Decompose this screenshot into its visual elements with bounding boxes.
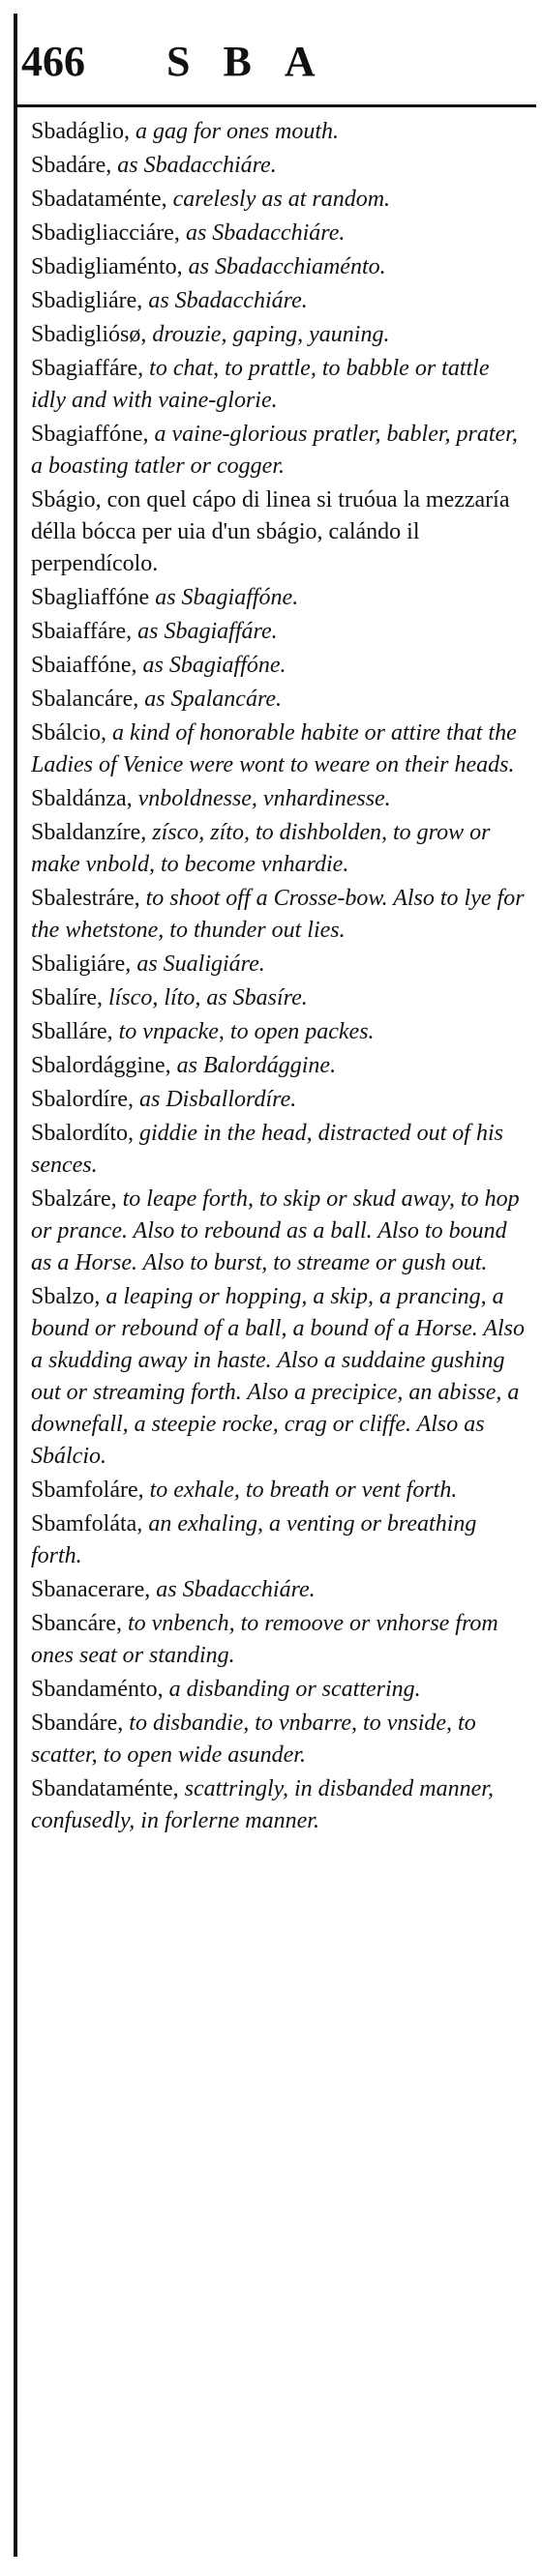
headword: Sbandáre, bbox=[31, 1711, 130, 1736]
headword: Sbágio, bbox=[31, 487, 107, 512]
entry bbox=[31, 218, 527, 249]
entry bbox=[31, 1050, 527, 1082]
entry bbox=[31, 1708, 527, 1771]
entry bbox=[31, 1016, 527, 1048]
headword: Sbadigliósø, bbox=[31, 322, 153, 347]
headword: Sbadigliacciáre, bbox=[31, 220, 186, 246]
headword: Sbagliaffóne bbox=[31, 585, 156, 610]
running-head: SBA bbox=[166, 37, 348, 85]
definition: giddie in the head, distracted out of his sences. bbox=[31, 1121, 503, 1178]
headword: Sbalancáre, bbox=[31, 687, 145, 712]
entry bbox=[31, 1773, 527, 1837]
definition: to exhale, to breath or vent forth. bbox=[149, 1478, 458, 1503]
headword: Sbadáre, bbox=[31, 153, 118, 178]
entry bbox=[31, 1608, 527, 1672]
entry bbox=[31, 285, 527, 317]
entry bbox=[31, 817, 527, 881]
headword: Sbaiaffóne, bbox=[31, 653, 143, 678]
headword: Sbancáre, bbox=[31, 1611, 128, 1636]
definition: as Sbagiaffáre. bbox=[137, 619, 278, 644]
definition: as Sbadacchiáre. bbox=[117, 153, 277, 178]
definition: as Sbadacchiáre. bbox=[185, 220, 346, 246]
headword: Sbandaménto, bbox=[31, 1677, 169, 1702]
entry bbox=[31, 150, 527, 182]
entry bbox=[31, 251, 527, 283]
headword: Sbagiaffóne, bbox=[31, 422, 155, 447]
definition: as Sualigiáre. bbox=[136, 951, 265, 977]
entry bbox=[31, 1084, 527, 1116]
headword: Sbaldanzíre, bbox=[31, 820, 153, 845]
entry bbox=[31, 419, 527, 483]
page-number: 466 bbox=[21, 37, 85, 85]
definition: as Sbagiaffóne. bbox=[155, 585, 299, 610]
definition: an exhaling, a venting or breathing forth. bbox=[31, 1511, 477, 1568]
definition: a vaine-glorious pratler, babler, prater, a boasting tatler or cogger. bbox=[31, 422, 518, 479]
definition: a gag for ones mouth. bbox=[136, 119, 339, 144]
headword: Sbadigliaménto, bbox=[31, 254, 189, 279]
entry bbox=[31, 353, 527, 417]
definition: a leaping or hopping, a skip, a prancing, a bound or rebound of a ball, a bound of a Horse. Also a skudding away in haste. Also a suddaine gushing out or streaming forth. Also a precipice, an abisse, a downefall, a steepie rocke, crag or cliffe. Also as Sbálcio. bbox=[31, 1284, 526, 1469]
entry bbox=[31, 717, 527, 781]
entry bbox=[31, 116, 527, 148]
entry bbox=[31, 1118, 527, 1182]
headword: Sbadáglio, bbox=[31, 119, 136, 144]
entry-list bbox=[31, 116, 527, 1839]
entry bbox=[31, 883, 527, 947]
headword: Sbagiaffáre, bbox=[31, 356, 150, 381]
headword: Sbalzo, bbox=[31, 1284, 106, 1309]
entry bbox=[31, 1184, 527, 1279]
entry bbox=[31, 650, 527, 682]
definition: to shoot off a Crosse-bow. Also to lye for the whetstone, to thunder out lies. bbox=[31, 886, 525, 943]
headword: Sbalzáre, bbox=[31, 1186, 123, 1212]
definition: as Sbadacchiaménto. bbox=[188, 254, 386, 279]
headword: Sbalíre, bbox=[31, 985, 108, 1010]
entry bbox=[31, 1281, 527, 1473]
definition: con quel cápo di linea si truóua la mezzaría délla bócca per uia d'un sbágio, calándo il perpendícolo. bbox=[31, 487, 510, 576]
page-header bbox=[21, 27, 525, 95]
definition: as Sbadacchiáre. bbox=[156, 1577, 316, 1602]
definition: zísco, zíto, to dishbolden, to grow or make vnbold, to become vnhardie. bbox=[31, 820, 491, 877]
definition: to disbandie, to vnbarre, to vnside, to scatter, to open wide asunder. bbox=[31, 1711, 476, 1768]
definition: to vnpacke, to open packes. bbox=[118, 1019, 375, 1044]
headword: Sbaiaffáre, bbox=[31, 619, 138, 644]
definition: vnboldnesse, vnhardinesse. bbox=[137, 786, 391, 811]
definition: to vnbench, to remoove or vnhorse from ones seat or standing. bbox=[31, 1611, 498, 1668]
definition: as Sbadacchiáre. bbox=[148, 288, 308, 313]
definition: scattringly, in disbanded manner, confusedly, in forlerne manner. bbox=[31, 1776, 494, 1833]
headword: Sbamfoláta, bbox=[31, 1511, 149, 1537]
definition: drouzie, gaping, yauning. bbox=[152, 322, 390, 347]
entry bbox=[31, 1475, 527, 1507]
left-border-rule bbox=[14, 14, 17, 2557]
headword: Sbandataménte, bbox=[31, 1776, 185, 1801]
entry bbox=[31, 184, 527, 216]
entry bbox=[31, 1574, 527, 1606]
entry bbox=[31, 684, 527, 716]
headword: Sbamfoláre, bbox=[31, 1478, 150, 1503]
definition: as Sbagiaffóne. bbox=[142, 653, 286, 678]
entry bbox=[31, 1674, 527, 1706]
definition: lísco, líto, as Sbasíre. bbox=[107, 985, 308, 1010]
headword: Sbalordíre, bbox=[31, 1087, 139, 1112]
entry bbox=[31, 783, 527, 815]
headword: Sbalordíto, bbox=[31, 1121, 139, 1146]
definition: a kind of honorable habite or attire that the Ladies of Venice were wont to weare on their heads. bbox=[31, 720, 517, 777]
entry bbox=[31, 319, 527, 351]
headword: Sbadigliáre, bbox=[31, 288, 149, 313]
definition: to chat, to prattle, to babble or tattle idly and with vaine-glorie. bbox=[31, 356, 490, 413]
entry bbox=[31, 616, 527, 648]
headword: Sbálcio, bbox=[31, 720, 112, 746]
headword: Sbanacerare, bbox=[31, 1577, 157, 1602]
definition: as Disballordíre. bbox=[138, 1087, 297, 1112]
definition: a disbanding or scattering. bbox=[168, 1677, 421, 1702]
headword: Sbaligiáre, bbox=[31, 951, 137, 977]
header-rule bbox=[14, 104, 536, 107]
entry bbox=[31, 1508, 527, 1572]
headword: Sballáre, bbox=[31, 1019, 119, 1044]
entry bbox=[31, 982, 527, 1014]
headword: Sbalordággine, bbox=[31, 1053, 177, 1078]
entry bbox=[31, 582, 527, 614]
headword: Sbaldánza, bbox=[31, 786, 138, 811]
headword: Sbadataménte, bbox=[31, 187, 173, 212]
headword: Sbalestráre, bbox=[31, 886, 146, 911]
entry bbox=[31, 949, 527, 981]
definition: as Spalancáre. bbox=[144, 687, 283, 712]
definition: as Balordággine. bbox=[176, 1053, 337, 1078]
entry bbox=[31, 484, 527, 580]
definition: carelesly as at random. bbox=[172, 187, 391, 212]
definition: to leape forth, to skip or skud away, to hop or prance. Also to rebound as a ball. Also to bound as a Horse. Also to burst, to streame or gush out. bbox=[31, 1186, 520, 1275]
